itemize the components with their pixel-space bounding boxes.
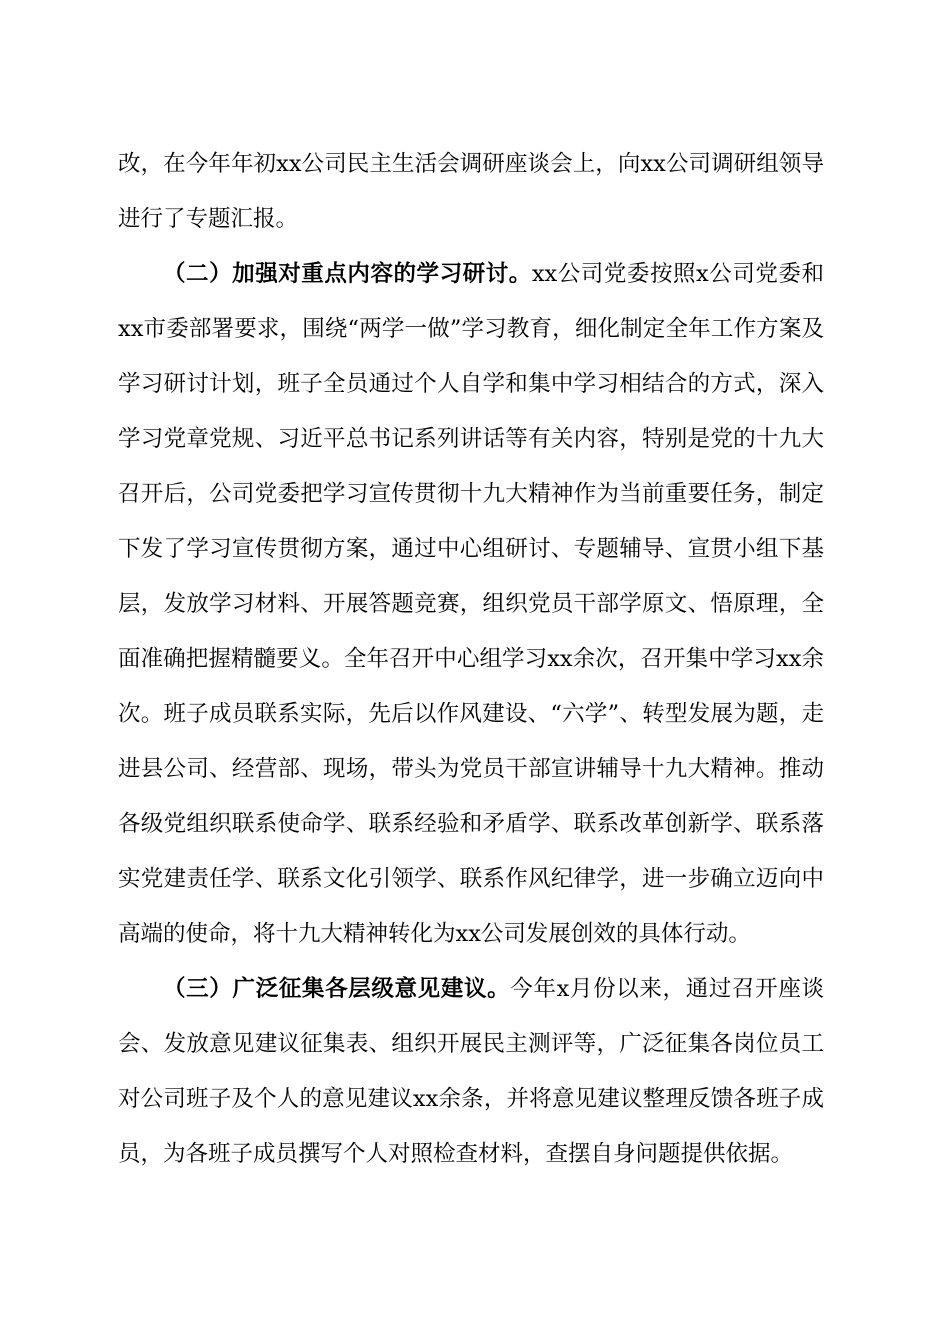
paragraph-opinion-collection [118, 962, 824, 1182]
paragraph-body: xx公司党委按照x公司党委和xx市委部署要求，围绕“两学一做”学习教育，细化制定全年工作方案及学习研讨计划，班子全员通过个人自学和集中学习相结合的方式，深入学习党章党规、习近平总书记系列讲话等有关内容，特别是党的十九大召开后，公司党委把学习宣传贯彻十九大精神作为当前重要任务，制定下发了学习宣传贯彻方案，通过中心组研讨、专题辅导、宣贯小组下基层，发放学习材料、开展答题竞赛，组织党员干部学原文、悟原理，全面准确把握精髓要义。全年召开中心组学习xx余次，召开集中学习xx余次。班子成员联系实际，先后以作风建设、“六学”、转型发展为题，走进县公司、经营部、现场，带头为党员干部宣讲辅导十九大精神。推动各级党组织联系使命学、联系经验和矛盾学、联系改革创新学、联系落实党建责任学、联系文化引领学、联系作风纪律学，进一步确立迈向中高端的使命，将十九大精神转化为xx公司发展创效的具体行动。 [118, 261, 824, 947]
section-heading: （三）广泛征集各层级意见建议。 [163, 976, 511, 1002]
document-body [118, 137, 824, 1182]
paragraph-study-discussion [118, 247, 824, 962]
paragraph-body: 今年x月份以来，通过召开座谈会、发放意见建议征集表、组织开展民主测评等，广泛征集各岗位员工对公司班子及个人的意见建议xx余条，并将意见建议整理反馈各班子成员，为各班子成员撰写个人对照检查材料，查摆自身问题提供依据。 [118, 976, 824, 1167]
paragraph-body: 改，在今年年初xx公司民主生活会调研座谈会上，向xx公司调研组领导进行了专题汇报。 [118, 151, 824, 232]
paragraph-continuation [118, 137, 824, 247]
section-heading: （二）加强对重点内容的学习研讨。 [163, 261, 532, 287]
